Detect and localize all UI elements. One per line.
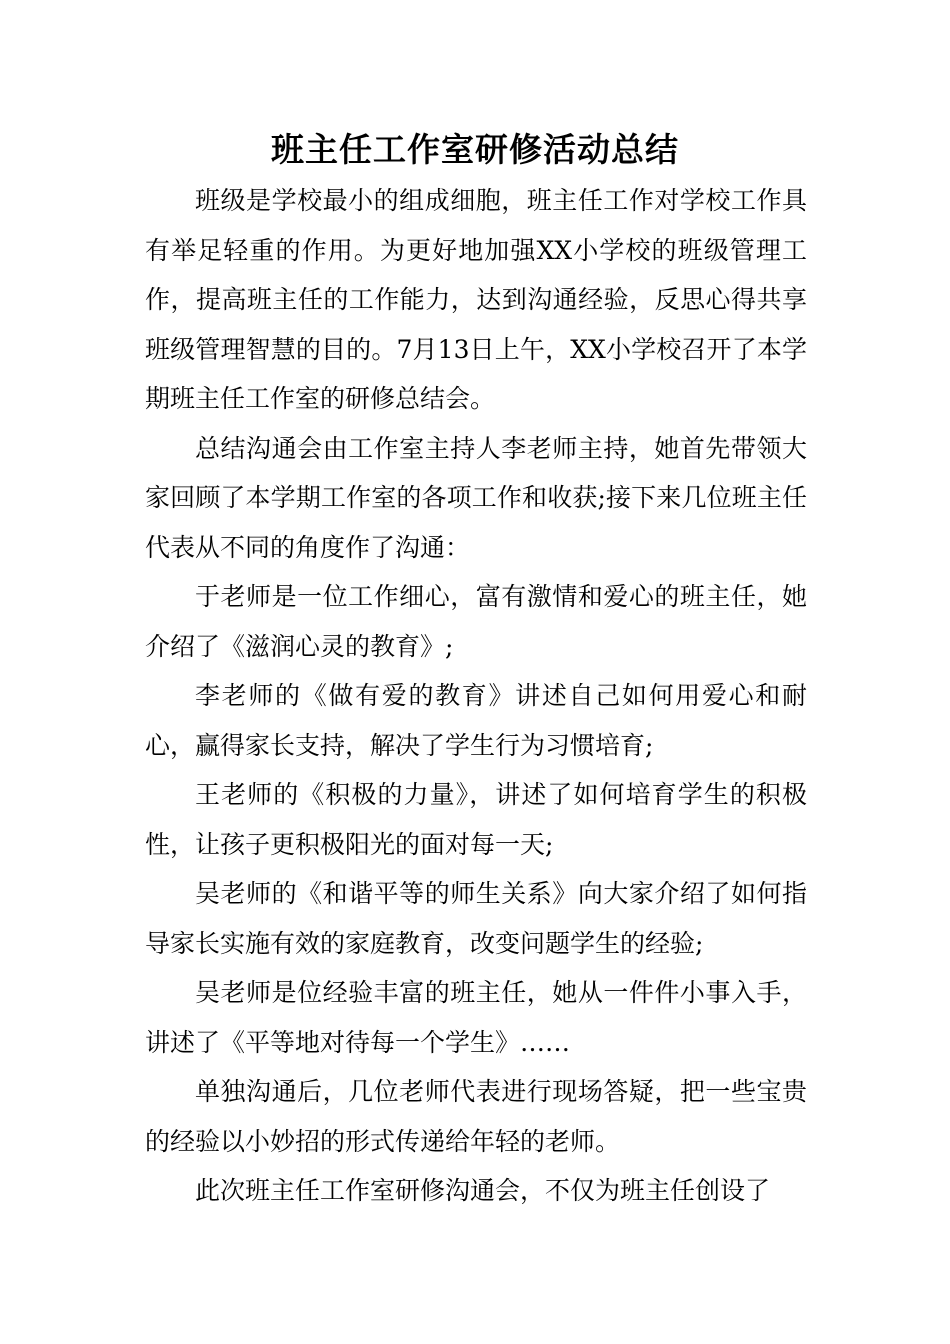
paragraph: 于老师是一位工作细心，富有激情和爱心的班主任，她介绍了《滋润心灵的教育》; [145, 582, 807, 661]
paragraph: 此次班主任工作室研修沟通会，不仅为班主任创设了 [195, 1176, 771, 1205]
paragraph: 吴老师是位经验丰富的班主任，她从一件件小事入手，讲述了《平等地对待每一个学生》…… [145, 978, 807, 1057]
paragraph: 班级是学校最小的组成细胞，班主任工作对学校工作具有举足轻重的作用。为更好地加强XX小学校的班级管理工作，提高班主任的工作能力，达到沟通经验，反思心得共享班级管理智慧的目的。7月13日上午，XX小学校召开了本学期班主任工作室的研修总结会。 [145, 186, 807, 413]
paragraph: 吴老师的《和谐平等的师生关系》向大家介绍了如何指导家长实施有效的家庭教育，改变问题学生的经验; [145, 879, 807, 958]
paragraph: 总结沟通会由工作室主持人李老师主持，她首先带领大家回顾了本学期工作室的各项工作和收获;接下来几位班主任代表从不同的角度作了沟通： [145, 433, 807, 562]
paragraph: 王老师的《积极的力量》，讲述了如何培育学生的积极性，让孩子更积极阳光的面对每一天; [145, 780, 807, 859]
document-body [145, 176, 807, 1216]
paragraph: 单独沟通后，几位老师代表进行现场答疑，把一些宝贵的经验以小妙招的形式传递给年轻的老师。 [145, 1077, 807, 1156]
paragraph: 李老师的《做有爱的教育》讲述自己如何用爱心和耐心，赢得家长支持，解决了学生行为习惯培育; [145, 681, 807, 760]
document-title: 班主任工作室研修活动总结 [271, 130, 679, 169]
